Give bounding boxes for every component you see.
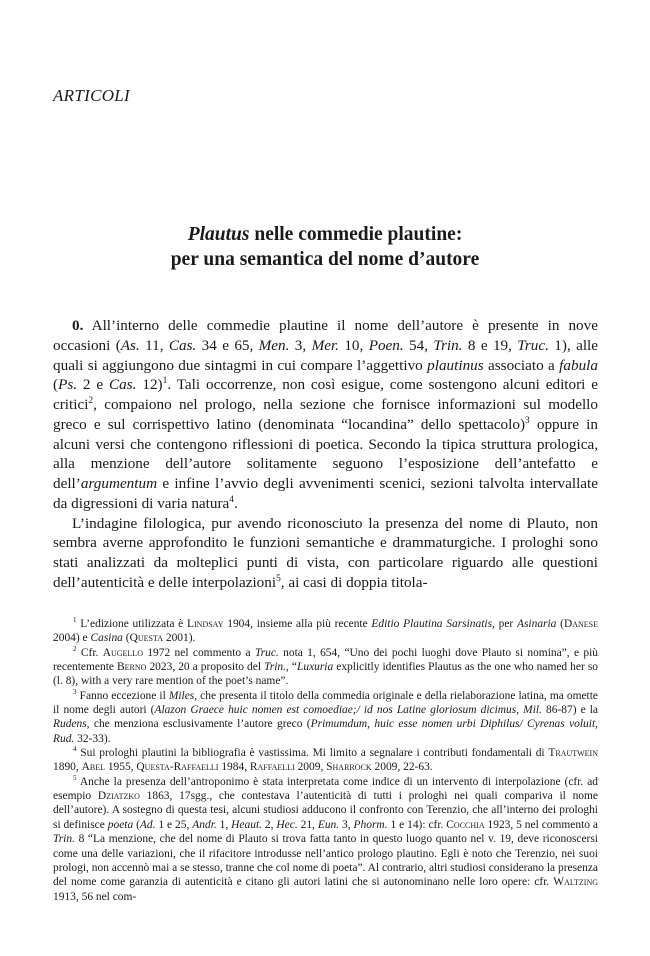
text-span: 8 “La menzione, che del nome di Plauto si trova fatta tanto in questo luogo quanto nel v. 19, deve riconoscersi come una delle variazioni, che il rifacitore introdusse nell’antico prologo plautino. Egli è noto che Terenzio, nei suoi prologi, non accennò mai a se stesso, tranne che col nome di poeta”. Al contrario, altri studiosi considerano la presenza del nome come garanzia di autenticità e citano gli autori latini che si autonominano nelle loro opere: cfr. xyxy=(53,833,598,889)
citation: Eun. xyxy=(317,818,340,831)
citation: Truc. xyxy=(517,336,549,354)
footnote-ref-3[interactable]: 3 xyxy=(525,415,530,426)
text-span: , compaiono nel prologo, nella sezione che fornisce informazioni sul modello greco e sul corrispettivo latino (denominata “locandina” dello spettacolo) xyxy=(53,396,598,433)
author-name: Questa-Raffaelli xyxy=(136,761,219,774)
text-span: 1955, xyxy=(104,761,137,774)
author-name: Augello xyxy=(102,646,143,659)
text-span: associato a xyxy=(483,356,560,374)
article-body xyxy=(53,316,598,593)
text-span: 8 e 19, xyxy=(462,336,518,354)
footnote-2 xyxy=(53,646,598,689)
citation: Heaut. xyxy=(231,818,262,831)
text-span: e infine l’avvio degli avvenimenti scenici, sezioni talvolta intervallate da digressioni di varia natura xyxy=(53,475,598,512)
author-name: Danese xyxy=(563,618,598,630)
text-span: 21, xyxy=(297,818,318,831)
text-span: explicitly identifies Plautus as the one who named her so (l. 8), with a very rare mention of the poet’s name”. xyxy=(53,661,598,688)
footnote-number: 1 xyxy=(73,616,77,625)
latin-term: fabula xyxy=(559,356,598,374)
citation: Rud. xyxy=(53,732,75,745)
text-span: 1923, 5 nel commento a xyxy=(484,818,598,831)
latin-quote: Primumdum, huic esse nomen urbi Diphilus/ Cyrenas voluit xyxy=(310,718,596,731)
citation: As. xyxy=(120,336,140,354)
title-rest: nelle commedie plautine: xyxy=(249,224,463,245)
title-line-2: per una semantica del nome d’autore xyxy=(170,249,480,270)
work-title: Asinaria xyxy=(516,618,557,630)
text-span: nota 1, 654, “Uno dei pochi luoghi dove Plauto si nomina”, e più recentemente xyxy=(53,646,598,674)
text-span: Fanno eccezione il xyxy=(76,689,169,702)
footnote-1 xyxy=(53,617,598,646)
author-name: Lindsay xyxy=(187,618,224,630)
citation: Hec. xyxy=(276,818,298,831)
footnote-number: 4 xyxy=(73,745,77,754)
footnote-number: 5 xyxy=(73,773,77,782)
text-span: . Tali occorrenze, non così esigue, come sostengono alcuni editori e critici xyxy=(53,376,599,413)
paragraph-2 xyxy=(53,514,598,593)
paragraph-1 xyxy=(53,316,598,514)
citation: Truc. xyxy=(254,646,279,659)
text-span: 32-33). xyxy=(74,732,111,745)
text-span: , che presenta il titolo della commedia originale e della rielaborazione latina, ma omette il nome degli autori ( xyxy=(53,689,598,717)
citation: Ad. xyxy=(139,818,156,831)
author-name: Waltzing xyxy=(553,876,598,889)
author-name: Dziatzko xyxy=(97,790,140,803)
author-name: Trautwein xyxy=(548,747,598,760)
latin-term: argumentum xyxy=(80,475,158,492)
work-title: Editio Plautina Sarsinatis xyxy=(371,618,493,630)
text-span: 2 e xyxy=(77,376,110,394)
text-span: 1904, insieme alla più recente xyxy=(223,618,372,630)
text-span: 86-87) e la xyxy=(541,704,599,717)
text-span: 10, xyxy=(338,336,369,354)
latin-term: poeta xyxy=(107,818,134,831)
work-title: Rudens xyxy=(53,718,87,731)
text-span: 2001). xyxy=(162,632,196,645)
footnote-number: 2 xyxy=(73,644,77,653)
text-span: 2009, 22-63. xyxy=(371,761,433,774)
text-span: 3, xyxy=(289,336,312,354)
article-title xyxy=(0,222,650,272)
citation: Cas. xyxy=(109,376,137,394)
text-span: 1, xyxy=(216,818,232,831)
text-span: oppure in alcuni versi che contengono riflessioni di poetica. Secondo la tipica struttura prologica, alla menzione dell’autore solitamente seguono l’esposizione dell’antefatto e dell’ xyxy=(53,415,598,492)
footnote-4 xyxy=(53,746,598,775)
text-span: 1972 nel commento a xyxy=(142,646,255,659)
author-name: Cocchia xyxy=(446,818,485,831)
text-span: , “ xyxy=(286,661,297,674)
text-span: , xyxy=(516,704,524,717)
text-span: , ai casi di doppia titola- xyxy=(280,573,428,591)
work-title: Miles xyxy=(168,689,195,702)
author-name: Berno xyxy=(117,661,147,674)
text-span: 1984, xyxy=(218,761,250,774)
footnote-ref-5[interactable]: 5 xyxy=(276,573,281,584)
text-span: 1), alle quali si aggiungono due sintagmi in cui compare l’aggettivo xyxy=(53,336,599,374)
citation: Men. xyxy=(258,336,290,354)
text-span: 1913, 56 nel com- xyxy=(53,890,137,903)
citation: Trin. xyxy=(53,833,75,846)
text-span: 2004) e xyxy=(53,632,91,645)
text-span: 34 e 65, xyxy=(196,336,259,354)
text-span: 1 e 14): cfr. xyxy=(387,818,447,831)
citation: Mil. xyxy=(523,704,542,717)
text-span: 54, xyxy=(403,336,434,354)
text-span: 1890, xyxy=(53,761,82,774)
text-span: 1 e 25, xyxy=(155,818,193,831)
author-name: Sharrock xyxy=(326,761,372,774)
text-span: 1863, 17sgg., che contestava l’autenticità di tutti i prologhi nei quali compariva il nome dell’autore). A sostegno di questa tesi, alcuni studiosi adducono il confronto con Terenzio, che all’interno dei prologhi si definisce xyxy=(53,790,598,831)
title-italic: Plautus xyxy=(187,224,250,245)
latin-term: plautinus xyxy=(427,356,484,374)
text-span: 11, xyxy=(139,336,169,354)
text-span: , per xyxy=(492,618,517,630)
text-span: 3, xyxy=(339,818,354,831)
text-span: 2023, 20 a proposito del xyxy=(146,661,265,674)
latin-quote: Alazon Graece huic nomen est comoediae;/ id nos Latine gloriosum dicimus xyxy=(154,704,517,717)
text-span: 12) xyxy=(136,376,163,394)
footnote-5 xyxy=(53,775,598,904)
footnote-ref-1[interactable]: 1 xyxy=(162,376,168,387)
text-span: , che menziona esclusivamente l’autore greco ( xyxy=(86,718,311,731)
text-span: ( xyxy=(122,632,130,645)
author-name: Abel xyxy=(81,761,105,774)
author-name: Raffaelli xyxy=(249,761,295,774)
text-span: All’interno delle commedie plautine il nome dell’autore è presente in nove occasioni ( xyxy=(53,317,598,354)
footnote-ref-2[interactable]: 2 xyxy=(88,395,94,406)
text-span: ( xyxy=(556,618,564,630)
citation: Trin. xyxy=(433,336,463,354)
text-span: 2009, xyxy=(294,761,327,774)
text-span: L’edizione utilizzata è xyxy=(76,618,188,630)
text-span: ( xyxy=(53,376,59,394)
footnote-number: 3 xyxy=(73,687,77,696)
author-name: Questa xyxy=(129,632,163,645)
citation: Trin. xyxy=(264,661,286,674)
text-span: Sui prologhi plautini la bibliografia è vastissima. Mi limito a segnalare i contributi fondamentali di xyxy=(76,747,549,760)
section-label: ARTICOLI xyxy=(53,86,131,105)
footnote-3 xyxy=(53,689,598,746)
title-line-1 xyxy=(0,222,650,247)
footnote-ref-4[interactable]: 4 xyxy=(229,494,234,505)
citation: Cas. xyxy=(168,336,197,354)
text-span: ( xyxy=(133,818,140,831)
citation: Poen. xyxy=(368,336,404,354)
work-title: Casina xyxy=(90,632,123,645)
latin-term: Luxuria xyxy=(296,661,334,674)
citation: Phorm. xyxy=(353,818,388,831)
citation: Ps. xyxy=(58,376,78,394)
citation: Mer. xyxy=(311,336,339,354)
text-span: Cfr. xyxy=(76,646,103,659)
text-span: 2, xyxy=(261,818,277,831)
footnotes xyxy=(53,617,598,904)
text-span: Anche la presenza dell’antroponimo è stata interpretata come indice di un intervento di interpolazione (cfr. ad esempio xyxy=(53,775,598,803)
text-span: , xyxy=(595,718,598,731)
text-span: . xyxy=(234,494,238,512)
section-number: 0. xyxy=(72,317,84,334)
citation: Andr. xyxy=(192,818,217,831)
text-span: L’indagine filologica, pur avendo riconosciuto la presenza del nome di Plauto, non sembra averne approfondito le funzioni semantiche e drammaturgiche. I prologhi sono stati analizzati da molteplici punti di vista, con particolare riguardo alle questioni dell’autenticità e delle interpolazioni xyxy=(53,514,598,591)
